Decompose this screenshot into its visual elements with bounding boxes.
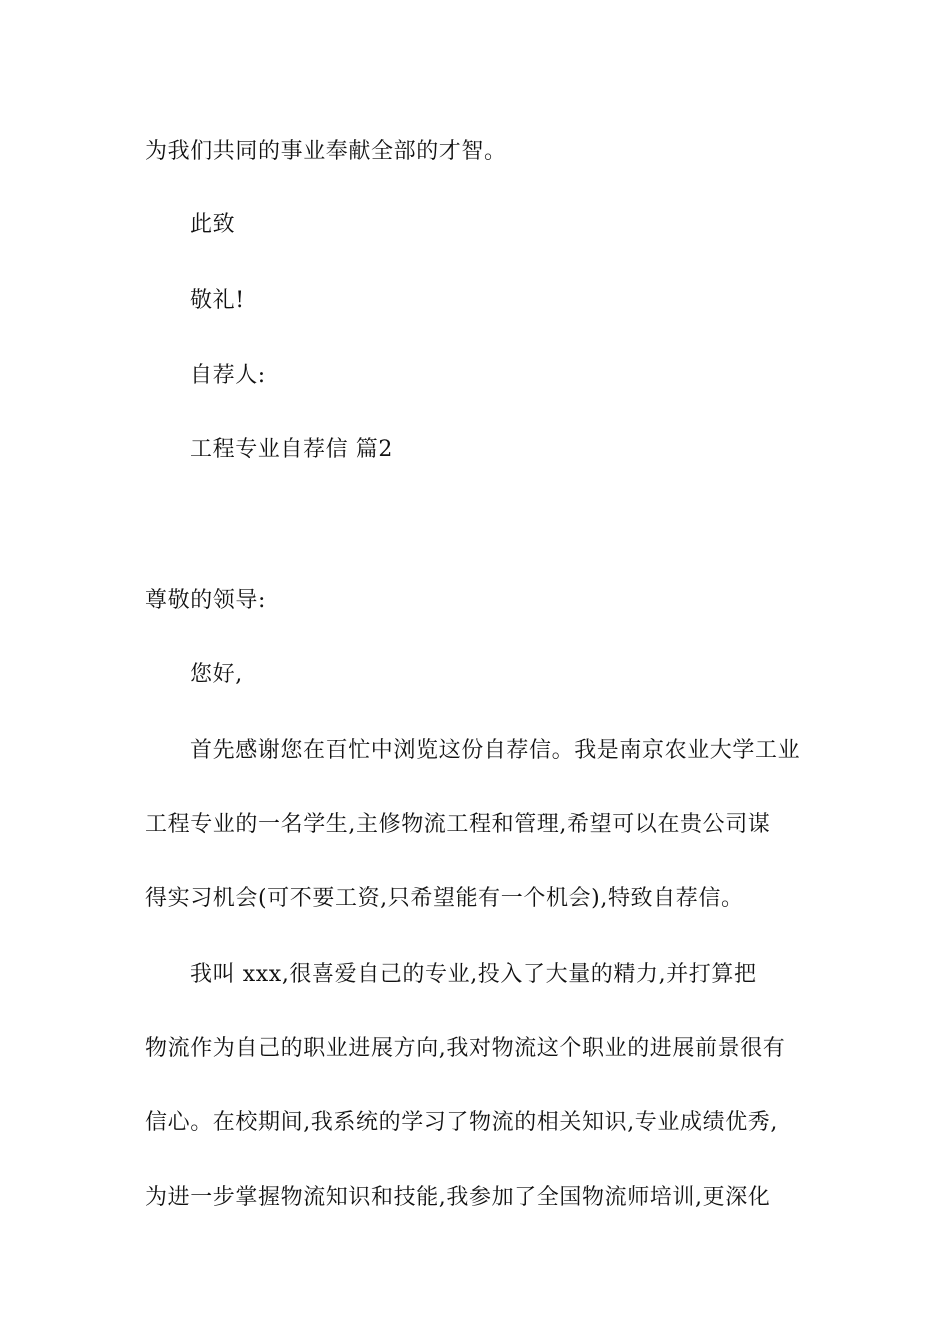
body-paragraph-line: 物流作为自己的职业进展方向,我对物流这个职业的进展前景很有: [145, 1036, 786, 1061]
body-paragraph-line: 我叫 xxx,很喜爱自己的专业,投入了大量的精力,并打算把: [190, 962, 757, 987]
body-paragraph-line: 为进一步掌握物流知识和技能,我参加了全国物流师培训,更深化: [145, 1185, 771, 1210]
salutation-line: 此致: [190, 212, 236, 237]
regards-line: 敬礼!: [190, 288, 245, 313]
body-paragraph-line: 得实习机会(可不要工资,只希望能有一个机会),特致自荐信。: [145, 886, 744, 911]
body-paragraph-line: 信心。在校期间,我系统的学习了物流的相关知识,专业成绩优秀,: [145, 1110, 778, 1135]
addressee-line: 尊敬的领导:: [145, 588, 267, 613]
body-paragraph-line: 首先感谢您在百忙中浏览这份自荐信。我是南京农业大学工业: [190, 738, 801, 763]
signature-label: 自荐人:: [190, 363, 266, 388]
closing-paragraph-line: 为我们共同的事业奉献全部的才智。: [145, 139, 507, 164]
body-paragraph-line: 工程专业的一名学生,主修物流工程和管理,希望可以在贵公司谋: [145, 812, 771, 837]
greeting-line: 您好,: [190, 662, 243, 687]
section-heading: 工程专业自荐信 篇2: [190, 437, 393, 462]
